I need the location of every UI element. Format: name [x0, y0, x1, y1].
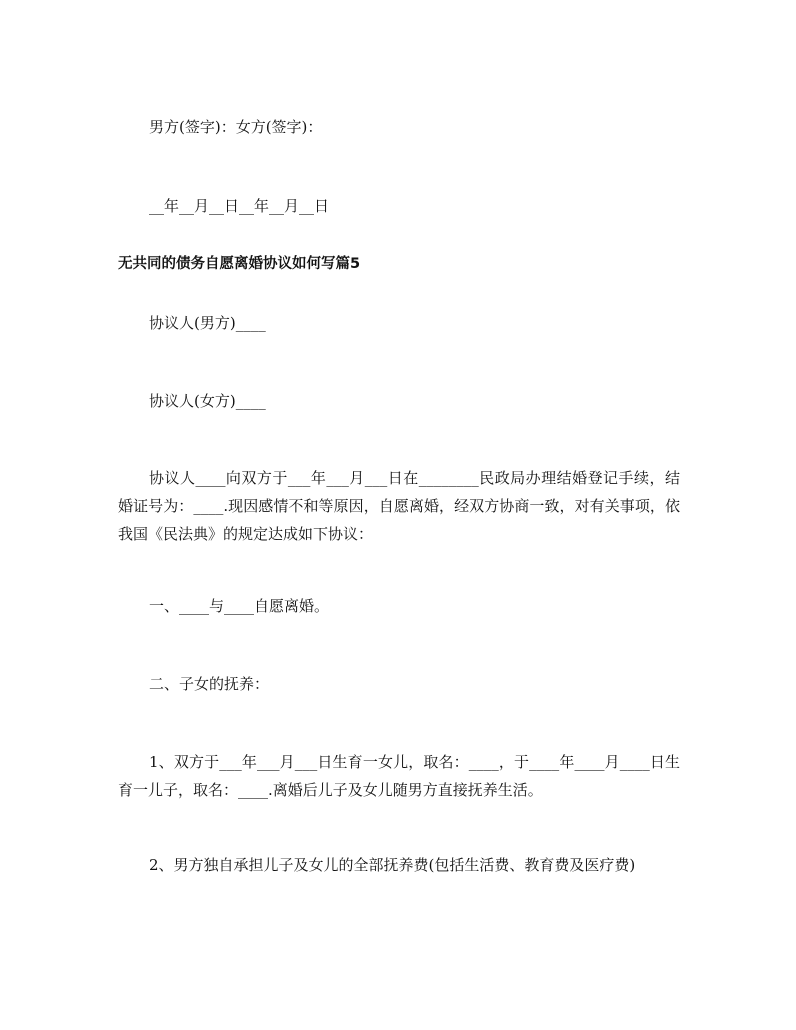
signature-line: 男方(签字)：女方(签字)： — [149, 118, 323, 136]
intro-paragraph: 协议人____向双方于___年___月___日在________民政局办理结婚登记手续，结婚证号为：____.现因感情不和等原因，自愿离婚，经双方协商一致，对有关事项，依我国《民法典》的规定达成如下协议： — [118, 469, 680, 543]
item-one-paragraph: 1、双方于___年___月___日生育一女儿，取名：____，于____年____月____日生育一儿子，取名：____.离婚后儿子及女儿随男方直接抚养生活。 — [118, 753, 680, 799]
item-two-line: 2、男方独自承担儿子及女儿的全部抚养费(包括生活费、教育费及医疗费) — [149, 856, 636, 874]
date-line: __年__月__日__年__月__日 — [149, 197, 330, 215]
clause-two: 二、子女的抚养： — [149, 675, 270, 693]
party-male-line: 协议人(男方)____ — [149, 314, 266, 332]
party-female-line: 协议人(女方)____ — [149, 392, 266, 410]
clause-one: 一、____与____自愿离婚。 — [149, 597, 330, 615]
section-title: 无共同的债务自愿离婚协议如何写篇5 — [118, 256, 361, 272]
